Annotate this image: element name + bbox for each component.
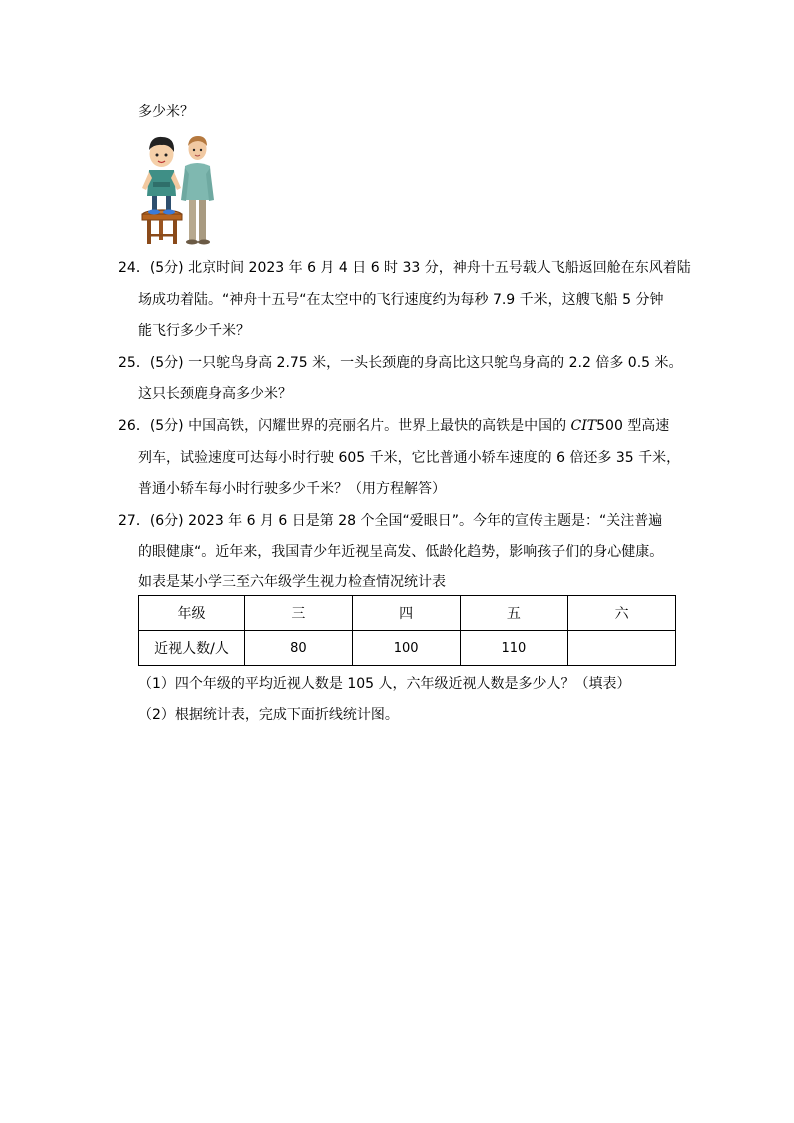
q26-line-2: 列车，试验速度可达每小时行驶 605 千米，它比普通小轿车速度的 6 倍还多 35 千米， [138, 450, 681, 466]
boy-icon [142, 137, 181, 215]
cell-grade-3: 80 [245, 631, 353, 666]
row-label-myopia-count: 近视人数/人 [139, 631, 245, 666]
header-grade-5: 五 [460, 596, 568, 631]
q24-line-2: 场成功着陆。“神舟十五号“在太空中的飞行速度约为每秒 7.9 千米，这艘飞船 5 分钟 [138, 292, 664, 308]
q25-line-2: 这只长颈鹿身高多少米？ [138, 386, 292, 402]
vision-stats-table [138, 595, 676, 666]
cell-grade-5: 110 [460, 631, 568, 666]
man-icon [181, 136, 214, 245]
cell-grade-4: 100 [352, 631, 460, 666]
stool-icon [142, 210, 182, 244]
header-grade: 年级 [139, 596, 245, 631]
table-row [139, 631, 676, 666]
q23-tail-text: 多少米？ [138, 104, 194, 120]
q27-line-2: 的眼健康“。近年来，我国青少年近视呈高发、低龄化趋势，影响孩子们的身心健康。 [138, 544, 664, 560]
boy-and-man-illustration [138, 130, 222, 248]
header-grade-4: 四 [352, 596, 460, 631]
q24-line-3: 能飞行多少千米？ [138, 323, 250, 339]
q27-line-1: 27．(6分) 2023 年 6 月 6 日是第 28 个全国“爱眼日”。今年的宣传主题是：“关注普遍 [118, 513, 663, 529]
header-grade-6: 六 [568, 596, 676, 631]
q25-line-1: 25．(5分) 一只鸵鸟身高 2.75 米，一头长颈鹿的身高比这只鸵鸟身高的 2.2 倍多 0.5 米。 [118, 355, 683, 371]
header-grade-3: 三 [245, 596, 353, 631]
cell-grade-6-blank[interactable] [568, 631, 676, 666]
q26-line-1-text-end: 500 型高速 [596, 418, 670, 434]
q26-line-1 [118, 417, 669, 435]
q27-line-3: 如表是某小学三至六年级学生视力检查情况统计表 [138, 574, 446, 590]
q24-line-1: 24．(5分) 北京时间 2023 年 6 月 4 日 6 时 33 分，神舟十五号载人飞船返回舱在东风着陆 [118, 260, 691, 276]
q27-sub-question-1: （1）四个年级的平均近视人数是 105 人，六年级近视人数是多少人？（填表） [138, 676, 631, 692]
q27-sub-question-2: （2）根据统计表，完成下面折线统计图。 [138, 707, 399, 723]
train-model-code: CIT [570, 418, 597, 434]
table-header-row [139, 596, 676, 631]
q26-line-1-text: 26．(5分) 中国高铁，闪耀世界的亮丽名片。世界上最快的高铁是中国的 [118, 418, 571, 434]
q26-line-3: 普通小轿车每小时行驶多少千米？（用方程解答） [138, 481, 446, 497]
